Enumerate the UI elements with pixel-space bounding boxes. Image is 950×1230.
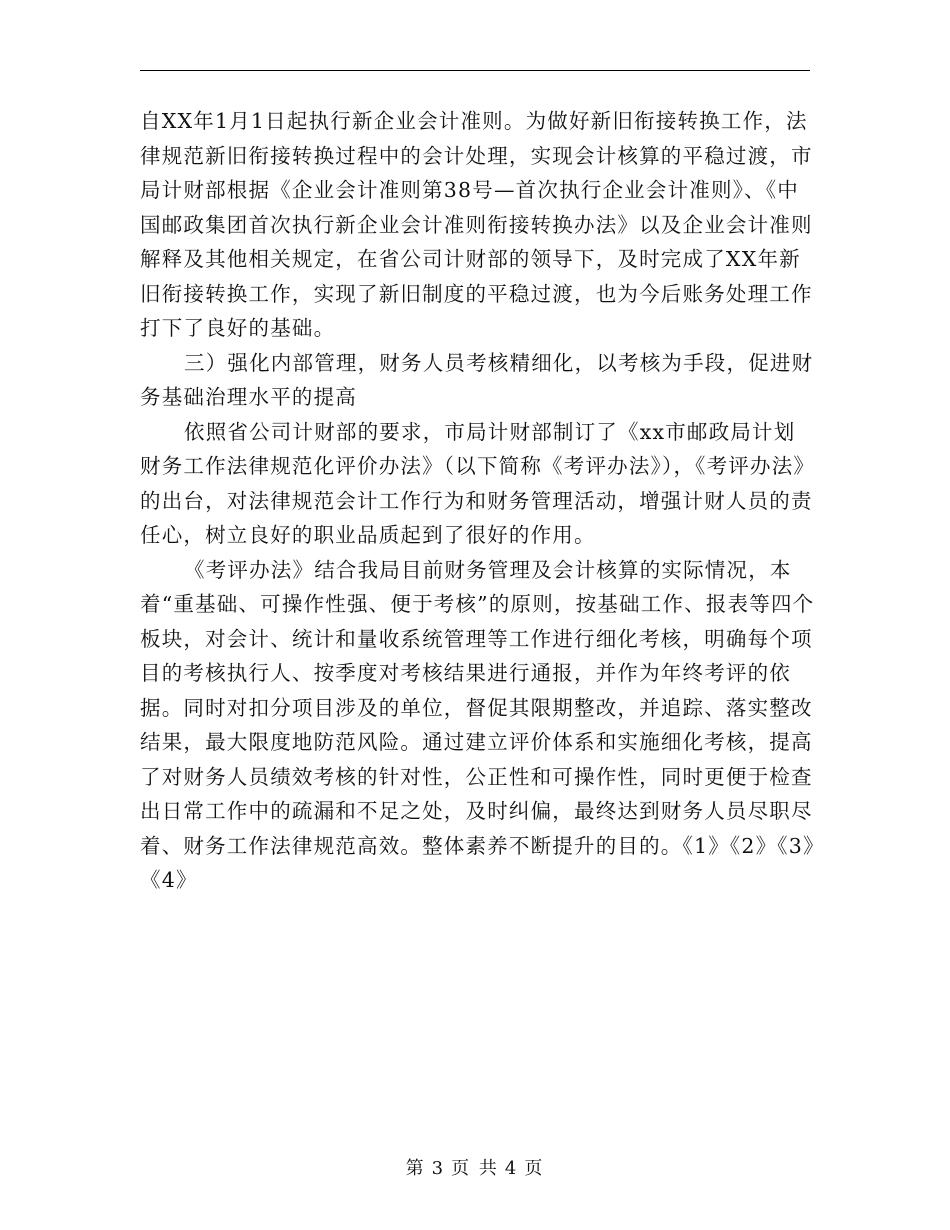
header-rule [140, 70, 810, 71]
paragraph-3: 《考评办法》结合我局目前财务管理及会计核算的实际情况，本着“重基础、可操作性强、便于考核”的原则，按基础工作、报表等四个板块，对会计、统计和量收系统管理等工作进行细化考核，明确每个项目的考核执行人、按季度对考核结果进行通报，并作为年终考评的依据。同时对扣分项目涉及的单位，督促其限期整改，并追踪、落实整改结果，最大限度地防范风险。通过建立评价体系和实施细化考核，提高了对财务人员绩效考核的针对性，公正性和可操作性，同时更便于检查出日常工作中的疏漏和不足之处，及时纠偏，最终达到财务人员尽职尽着、财务工作法律规范高效。整体素养不断提升的目的。《1》《2》《3》《4》 [140, 557, 815, 892]
footer-label-of: 页 共 [451, 1158, 499, 1179]
footer-label-page: 第 [405, 1158, 426, 1179]
paragraph-1: 自XX年1月1日起执行新企业会计准则。为做好新旧衔接转换工作，法律规范新旧衔接转换过程中的会计处理，实现会计核算的平稳过渡，市局计财部根据《企业会计准则第38号—首次执行企业会计准则》、《中国邮政集团首次执行新企业会计准则衔接转换办法》以及企业会计准则解释及其他相关规定，在省公司计财部的领导下，及时完成了XX年新旧衔接转换工作，实现了新旧制度的平稳过渡，也为今后账务处理工作打下了良好的基础。 [140, 109, 813, 340]
document-body [140, 104, 815, 898]
page-footer [0, 1154, 950, 1180]
footer-current-page: 3 [431, 1158, 446, 1179]
section-heading-3: 三）强化内部管理，财务人员考核精细化，以考核为手段，促进财务基础治理水平的提高 [140, 350, 814, 409]
paragraph-2: 依照省公司计财部的要求，市局计财部制订了《xx市邮政局计划财务工作法律规范化评价办法》（以下简称《考评办法》），《考评办法》的出台，对法律规范会计工作行为和财务管理活动，增强计财人员的责任心，树立良好的职业品质起到了很好的作用。 [140, 419, 813, 547]
footer-label-end: 页 [524, 1158, 545, 1179]
footer-total-pages: 4 [504, 1158, 519, 1179]
